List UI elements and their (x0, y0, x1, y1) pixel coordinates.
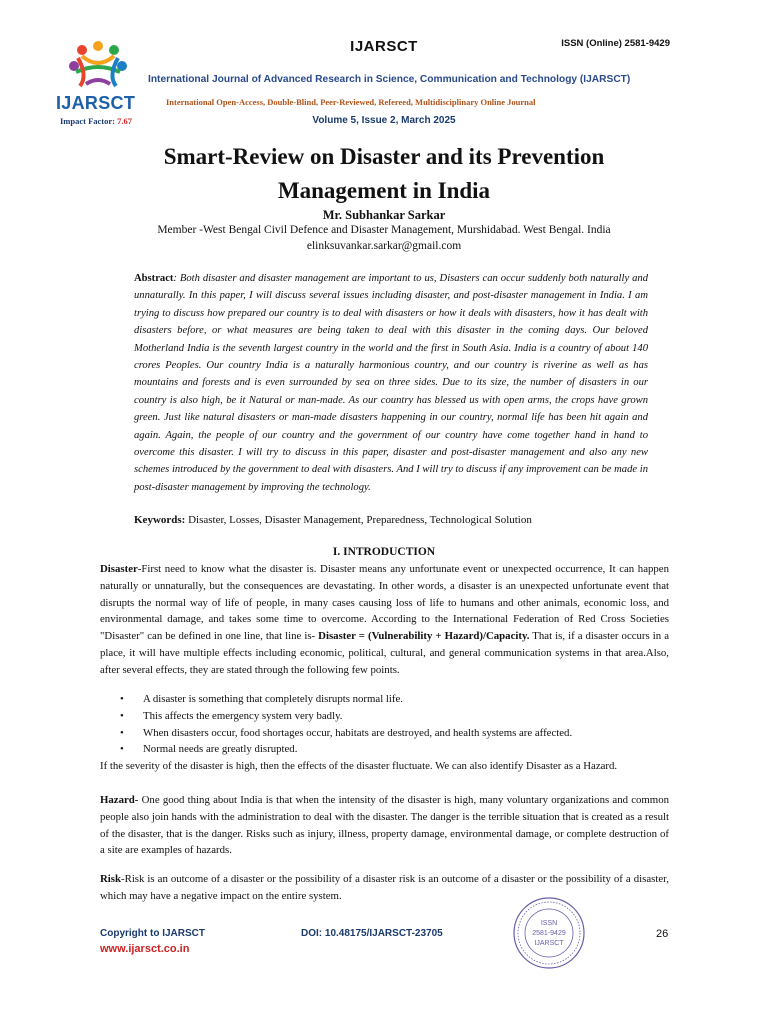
term-disaster: Disaster (100, 563, 138, 575)
issn-seal-icon (511, 895, 587, 971)
paragraph-severity: If the severity of the disaster is high, then the effects of the disaster fluctuate. We can also identify Disaster as a Hazard. (100, 760, 618, 772)
bullet-icon: • (120, 693, 124, 705)
page-number: 26 (656, 928, 669, 940)
logo-people-mark (69, 41, 127, 86)
journal-short-name: IJARSCT (350, 38, 418, 55)
list-item (100, 725, 669, 742)
bullet-icon: • (120, 709, 124, 722)
footer-website-link[interactable]: www.ijarsct.co.in (100, 943, 190, 955)
author-affiliation: Member -West Bengal Civil Defence and Disaster Management, Murshidabad. West Bengal. India (157, 224, 611, 236)
list-item-text: Normal needs are greatly disrupted. (143, 743, 298, 756)
issn-label: ISSN (Online) 2581-9429 (561, 38, 670, 49)
seal-text-issn: ISSN (540, 920, 558, 927)
disaster-formula: Disaster = (Vulnerability + Hazard)/Capacity. (318, 630, 530, 643)
list-item (100, 708, 669, 725)
abstract (134, 270, 648, 496)
list-item (100, 691, 669, 708)
term-risk: Risk (100, 873, 122, 885)
abstract-text: : Both disaster and disaster management are important to us, Disasters can occur suddenly both naturally and unnaturally. In this paper, I will discuss several issues including disaster, and post-disaster management in India. I am trying to discuss how prepared our country is to deal with disasters or how it deals with disasters, how it has dealt with disasters before, or what measures are being taken to deal with this disaster in the coming days. Our beloved Motherland India is the seventh largest country in the world and the first in South Asia. India is a country of about 140 crores Peoples. Our country India is a naturally harmonious country, and our country is riverine as well as has mountains and forests and is even surrounded by sea on three sides. Due to its size, the number of disasters in our country is also high, be it Natural or man-made. As our country has blessed us with open arms, the crops have grown green. Just like natural disasters or man-made disasters happening in our country, normal life has been hit again and again. Again, the people of our country and the government of our country have come together hand in hand to overcome this disaster. I will try to discuss in this paper, disaster and post-disaster management and also any new schemes introduced by the government to deal with disasters. And I will try to discuss if any improvement can be made in post-disaster management by improving the technology. (134, 273, 648, 493)
impact-label: Impact Factor: (60, 116, 118, 126)
list-item-text: When disasters occur, food shortages occur, habitats are destroyed, and health systems are affected. (143, 726, 573, 739)
bullet-list (100, 691, 669, 758)
term-hazard: Hazard- (100, 794, 139, 806)
footer-copyright: Copyright to IJARSCT (100, 928, 205, 939)
author-email: elinksuvankar.sarkar@gmail.com (306, 240, 462, 252)
bullet-icon: • (120, 743, 124, 756)
bullet-icon: • (120, 726, 124, 739)
journal-full-name: International Journal of Advanced Research in Science, Communication and Technology (IJARSCT) (148, 74, 631, 85)
paragraph-disaster-tail: That is, if a disaster occurs in a place, it will have multiple effects including economic, political, cultural, and general communication systems in that area.Also, after several effects, they are stated through the following few points. (100, 630, 669, 676)
volume-issue: Volume 5, Issue 2, March 2025 (312, 115, 456, 126)
seal-text-number: 2581-9429 (532, 930, 566, 937)
list-item-text: A disaster is something that completely disrupts normal life. (143, 693, 403, 705)
list-item-text: This affects the emergency system very badly. (143, 709, 343, 722)
paragraph-disaster (100, 561, 669, 679)
journal-tagline: International Open-Access, Double-Blind, Peer-Reviewed, Refereed, Multidisciplinary Online Journal (166, 97, 536, 107)
paragraph-disaster-text: -First need to know what the disaster is. Disaster means any unfortunate event or unexpected occurrence, It can happen naturally or unnaturally, but the consequences are devastating. In other words, a disaster is an unexpected unfortunate event that disrupts the normal way of life of people, in many cases causing loss of life to humans and other animals, economic loss, and environmental damage, and takes some time to overcome. According to the International Federation of Red Cross Societies "Disaster" can be defined in one line, that line is- (100, 563, 669, 643)
list-item (100, 741, 669, 758)
paper-title: Smart-Review on Disaster and its Prevention Management in India (163, 144, 605, 203)
section-heading: I. INTRODUCTION (332, 546, 436, 558)
footer-doi: DOI: 10.48175/IJARSCT-23705 (301, 928, 443, 939)
keywords (134, 514, 654, 526)
keywords-text: Disaster, Losses, Disaster Management, Preparedness, Technological Solution (185, 514, 532, 526)
seal-text-journal: IJARSCT (534, 940, 564, 947)
paragraph-risk-text: -Risk is an outcome of a disaster or the possibility of a disaster risk is an outcome of a disaster or the possibility of a disaster, which may have a negative impact on the entire system. (100, 873, 669, 902)
paragraph-hazard (100, 792, 669, 859)
author-name: Mr. Subhankar Sarkar (322, 208, 446, 222)
abstract-label: Abstract (134, 273, 174, 284)
keywords-label: Keywords: (134, 514, 186, 526)
logo-wordmark: IJARSCT (56, 93, 136, 113)
impact-value: 7.67 (117, 116, 132, 126)
paragraph-hazard-text: One good thing about India is that when the intensity of the disaster is high, many voluntary organizations and common people also join hands with the administration to deal with the disaster. The danger is the terrible situation that is created as a result of the disaster, that is the danger. Risks such as injury, illness, property damage, environmental damage, or complete destruction of a site are examples of hazards. (100, 794, 669, 857)
